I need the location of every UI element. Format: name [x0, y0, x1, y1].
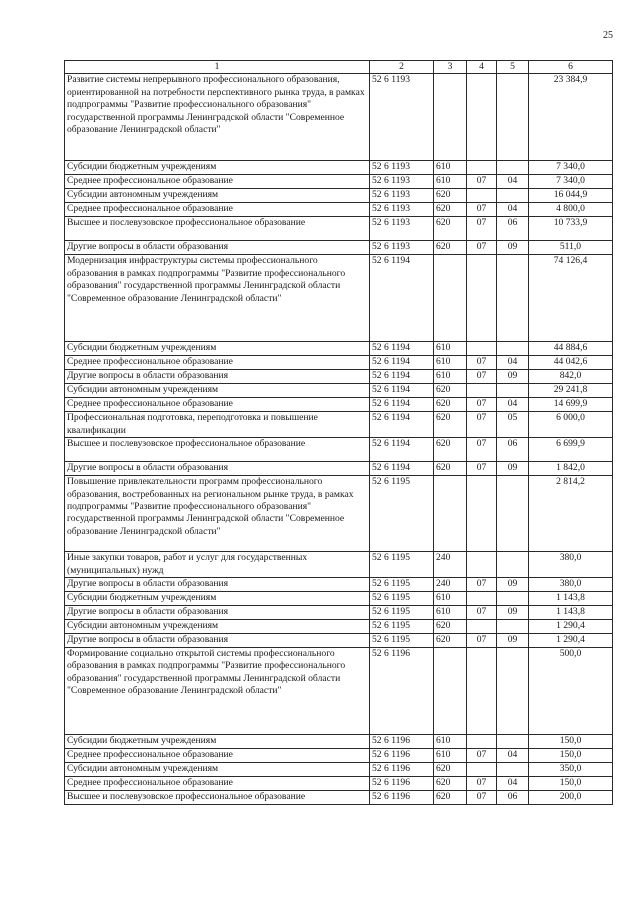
- row-subsection: 04: [497, 777, 529, 791]
- table-row: [65, 476, 613, 552]
- row-section: 07: [467, 606, 497, 620]
- row-subsection: [497, 735, 529, 749]
- row-section: [467, 342, 497, 356]
- row-amount: 7 340,0: [529, 175, 613, 189]
- row-expense-type: 620: [434, 438, 467, 462]
- row-subsection: [497, 648, 529, 735]
- row-section: 07: [467, 356, 497, 370]
- column-header: 2: [370, 61, 434, 74]
- row-section: 07: [467, 175, 497, 189]
- budget-table: [64, 60, 613, 805]
- row-amount: 6 699,9: [529, 438, 613, 462]
- row-amount: 380,0: [529, 578, 613, 592]
- row-code: 52 6 1195: [370, 606, 434, 620]
- row-expense-type: 620: [434, 634, 467, 648]
- row-expense-type: 620: [434, 777, 467, 791]
- row-code: 52 6 1196: [370, 749, 434, 763]
- row-section: [467, 735, 497, 749]
- row-subsection: [497, 552, 529, 578]
- row-code: 52 6 1195: [370, 620, 434, 634]
- row-expense-type: 610: [434, 161, 467, 175]
- row-expense-type: 610: [434, 592, 467, 606]
- row-expense-type: 610: [434, 749, 467, 763]
- row-code: 52 6 1195: [370, 552, 434, 578]
- row-amount: 23 384,9: [529, 74, 613, 161]
- row-subsection: [497, 74, 529, 161]
- table-row: [65, 370, 613, 384]
- row-code: 52 6 1193: [370, 189, 434, 203]
- row-amount: 150,0: [529, 749, 613, 763]
- row-amount: 500,0: [529, 648, 613, 735]
- row-amount: 1 290,4: [529, 634, 613, 648]
- table-row: [65, 648, 613, 735]
- row-amount: 1 143,8: [529, 592, 613, 606]
- row-amount: 2 814,2: [529, 476, 613, 552]
- column-header: 3: [434, 61, 467, 74]
- row-expense-type: 610: [434, 356, 467, 370]
- row-expense-type: 620: [434, 241, 467, 255]
- row-subsection: 04: [497, 175, 529, 189]
- row-section: [467, 476, 497, 552]
- row-amount: 14 699,9: [529, 398, 613, 412]
- row-section: [467, 189, 497, 203]
- row-name: Повышение привлекательности программ профессионального образования, востребованных на региональном рынке труда, в рамках подпрограммы "Развитие профессионального образования" государственной программы Ленинградской области "Современное образование Ленинградской области": [65, 476, 370, 552]
- row-name: Другие вопросы в области образования: [65, 634, 370, 648]
- row-name: Другие вопросы в области образования: [65, 606, 370, 620]
- row-name: Субсидии бюджетным учреждениям: [65, 161, 370, 175]
- row-amount: 4 800,0: [529, 203, 613, 217]
- row-section: 07: [467, 217, 497, 241]
- row-section: 07: [467, 634, 497, 648]
- row-amount: 200,0: [529, 791, 613, 805]
- row-subsection: 04: [497, 203, 529, 217]
- row-expense-type: [434, 648, 467, 735]
- table-row: [65, 175, 613, 189]
- row-expense-type: 620: [434, 203, 467, 217]
- row-name: Высшее и послевузовское профессиональное образование: [65, 791, 370, 805]
- row-amount: 16 044,9: [529, 189, 613, 203]
- header-row: [65, 61, 613, 74]
- row-code: 52 6 1194: [370, 384, 434, 398]
- row-section: [467, 592, 497, 606]
- row-expense-type: 620: [434, 189, 467, 203]
- row-expense-type: 620: [434, 763, 467, 777]
- column-header: 1: [65, 61, 370, 74]
- row-subsection: 09: [497, 370, 529, 384]
- row-amount: 7 340,0: [529, 161, 613, 175]
- row-name: Профессиональная подготовка, переподготовка и повышение квалификации: [65, 412, 370, 438]
- row-name: Среднее профессиональное образование: [65, 398, 370, 412]
- row-name: Среднее профессиональное образование: [65, 356, 370, 370]
- row-amount: 380,0: [529, 552, 613, 578]
- row-section: [467, 74, 497, 161]
- table-row: [65, 791, 613, 805]
- row-name: Субсидии автономным учреждениям: [65, 384, 370, 398]
- row-expense-type: 610: [434, 175, 467, 189]
- row-section: 07: [467, 241, 497, 255]
- table-row: [65, 74, 613, 161]
- row-expense-type: [434, 74, 467, 161]
- row-expense-type: [434, 476, 467, 552]
- row-name: Другие вопросы в области образования: [65, 370, 370, 384]
- page-number: 25: [603, 30, 613, 41]
- row-expense-type: 610: [434, 606, 467, 620]
- row-section: 07: [467, 203, 497, 217]
- row-subsection: [497, 763, 529, 777]
- row-amount: 6 000,0: [529, 412, 613, 438]
- row-subsection: 09: [497, 606, 529, 620]
- row-subsection: 09: [497, 241, 529, 255]
- row-section: 07: [467, 398, 497, 412]
- row-amount: 44 884,6: [529, 342, 613, 356]
- row-code: 52 6 1196: [370, 735, 434, 749]
- row-code: 52 6 1195: [370, 476, 434, 552]
- row-name: Среднее профессиональное образование: [65, 777, 370, 791]
- table-row: [65, 217, 613, 241]
- table-row: [65, 578, 613, 592]
- row-code: 52 6 1194: [370, 462, 434, 476]
- table-row: [65, 634, 613, 648]
- row-name: Высшее и послевузовское профессиональное образование: [65, 438, 370, 462]
- row-name: Субсидии автономным учреждениям: [65, 620, 370, 634]
- row-subsection: 04: [497, 356, 529, 370]
- row-section: [467, 255, 497, 342]
- table-row: [65, 342, 613, 356]
- table-row: [65, 356, 613, 370]
- row-expense-type: 620: [434, 217, 467, 241]
- row-code: 52 6 1195: [370, 634, 434, 648]
- table-row: [65, 749, 613, 763]
- row-amount: 842,0: [529, 370, 613, 384]
- row-subsection: 06: [497, 791, 529, 805]
- row-subsection: [497, 384, 529, 398]
- row-section: [467, 763, 497, 777]
- table-row: [65, 189, 613, 203]
- row-section: 07: [467, 370, 497, 384]
- row-expense-type: 240: [434, 552, 467, 578]
- row-code: 52 6 1195: [370, 578, 434, 592]
- row-expense-type: 620: [434, 620, 467, 634]
- row-subsection: 09: [497, 462, 529, 476]
- row-subsection: 09: [497, 578, 529, 592]
- row-code: 52 6 1194: [370, 356, 434, 370]
- row-expense-type: 620: [434, 412, 467, 438]
- row-subsection: [497, 620, 529, 634]
- table-row: [65, 438, 613, 462]
- row-section: 07: [467, 578, 497, 592]
- table-row: [65, 592, 613, 606]
- row-name: Модернизация инфраструктуры системы профессионального образования в рамках подпрограммы "Развитие профессионального образования" государственной программы Ленинградской области "Современное образование Ленинградской области": [65, 255, 370, 342]
- row-amount: 150,0: [529, 735, 613, 749]
- table-row: [65, 606, 613, 620]
- row-name: Развитие системы непрерывного профессионального образования, ориентированной на потребности перспективного рынка труда, в рамках подпрограммы "Развитие профессионального образования" государственной программы Ленинградской области "Современное образование Ленинградской области": [65, 74, 370, 161]
- row-section: 07: [467, 462, 497, 476]
- row-code: 52 6 1193: [370, 217, 434, 241]
- row-expense-type: 620: [434, 398, 467, 412]
- row-name: Формирование социально открытой системы профессионального образования в рамках подпрограммы "Развитие профессионального образования" государственной программы Ленинградской области "Современное образование Ленинградской области": [65, 648, 370, 735]
- row-amount: 1 290,4: [529, 620, 613, 634]
- row-code: 52 6 1194: [370, 412, 434, 438]
- table-row: [65, 161, 613, 175]
- row-subsection: 05: [497, 412, 529, 438]
- row-amount: 350,0: [529, 763, 613, 777]
- row-name: Высшее и послевузовское профессиональное образование: [65, 217, 370, 241]
- row-expense-type: 610: [434, 370, 467, 384]
- row-code: 52 6 1193: [370, 74, 434, 161]
- table-row: [65, 203, 613, 217]
- row-amount: 1 143,8: [529, 606, 613, 620]
- row-code: 52 6 1194: [370, 398, 434, 412]
- row-expense-type: 610: [434, 342, 467, 356]
- row-section: 07: [467, 791, 497, 805]
- row-code: 52 6 1193: [370, 161, 434, 175]
- row-section: [467, 161, 497, 175]
- row-section: 07: [467, 438, 497, 462]
- row-amount: 29 241,8: [529, 384, 613, 398]
- row-code: 52 6 1194: [370, 255, 434, 342]
- table-row: [65, 462, 613, 476]
- row-amount: 511,0: [529, 241, 613, 255]
- row-section: [467, 384, 497, 398]
- row-subsection: [497, 592, 529, 606]
- row-section: [467, 648, 497, 735]
- row-subsection: [497, 255, 529, 342]
- table-row: [65, 255, 613, 342]
- table-row: [65, 398, 613, 412]
- row-section: [467, 620, 497, 634]
- row-subsection: [497, 189, 529, 203]
- row-subsection: 04: [497, 749, 529, 763]
- table-row: [65, 241, 613, 255]
- row-name: Субсидии автономным учреждениям: [65, 763, 370, 777]
- table-row: [65, 412, 613, 438]
- row-subsection: 06: [497, 217, 529, 241]
- table-row: [65, 620, 613, 634]
- row-name: Субсидии бюджетным учреждениям: [65, 735, 370, 749]
- row-code: 52 6 1193: [370, 175, 434, 189]
- row-code: 52 6 1196: [370, 648, 434, 735]
- row-name: Другие вопросы в области образования: [65, 462, 370, 476]
- row-name: Иные закупки товаров, работ и услуг для государственных (муниципальных) нужд: [65, 552, 370, 578]
- row-expense-type: 620: [434, 462, 467, 476]
- table-row: [65, 384, 613, 398]
- row-section: [467, 552, 497, 578]
- row-code: 52 6 1193: [370, 241, 434, 255]
- row-subsection: 06: [497, 438, 529, 462]
- row-expense-type: 620: [434, 791, 467, 805]
- row-amount: 1 842,0: [529, 462, 613, 476]
- row-section: 07: [467, 777, 497, 791]
- column-header: 4: [467, 61, 497, 74]
- row-expense-type: 620: [434, 384, 467, 398]
- row-section: 07: [467, 412, 497, 438]
- row-section: 07: [467, 749, 497, 763]
- column-header: 5: [497, 61, 529, 74]
- row-expense-type: 240: [434, 578, 467, 592]
- row-subsection: 09: [497, 634, 529, 648]
- row-name: Субсидии автономным учреждениям: [65, 189, 370, 203]
- row-name: Другие вопросы в области образования: [65, 578, 370, 592]
- row-code: 52 6 1195: [370, 592, 434, 606]
- table-row: [65, 735, 613, 749]
- row-name: Субсидии бюджетным учреждениям: [65, 592, 370, 606]
- row-name: Среднее профессиональное образование: [65, 175, 370, 189]
- row-subsection: 04: [497, 398, 529, 412]
- table-row: [65, 552, 613, 578]
- row-amount: 10 733,9: [529, 217, 613, 241]
- row-name: Другие вопросы в области образования: [65, 241, 370, 255]
- row-subsection: [497, 342, 529, 356]
- row-expense-type: [434, 255, 467, 342]
- row-amount: 150,0: [529, 777, 613, 791]
- row-code: 52 6 1194: [370, 342, 434, 356]
- row-code: 52 6 1196: [370, 777, 434, 791]
- row-subsection: [497, 161, 529, 175]
- row-name: Среднее профессиональное образование: [65, 749, 370, 763]
- row-name: Субсидии бюджетным учреждениям: [65, 342, 370, 356]
- row-code: 52 6 1193: [370, 203, 434, 217]
- table-row: [65, 763, 613, 777]
- table-row: [65, 777, 613, 791]
- row-code: 52 6 1194: [370, 438, 434, 462]
- row-code: 52 6 1196: [370, 763, 434, 777]
- row-amount: 44 042,6: [529, 356, 613, 370]
- row-code: 52 6 1194: [370, 370, 434, 384]
- column-header: 6: [529, 61, 613, 74]
- row-name: Среднее профессиональное образование: [65, 203, 370, 217]
- row-amount: 74 126,4: [529, 255, 613, 342]
- row-subsection: [497, 476, 529, 552]
- row-expense-type: 610: [434, 735, 467, 749]
- row-code: 52 6 1196: [370, 791, 434, 805]
